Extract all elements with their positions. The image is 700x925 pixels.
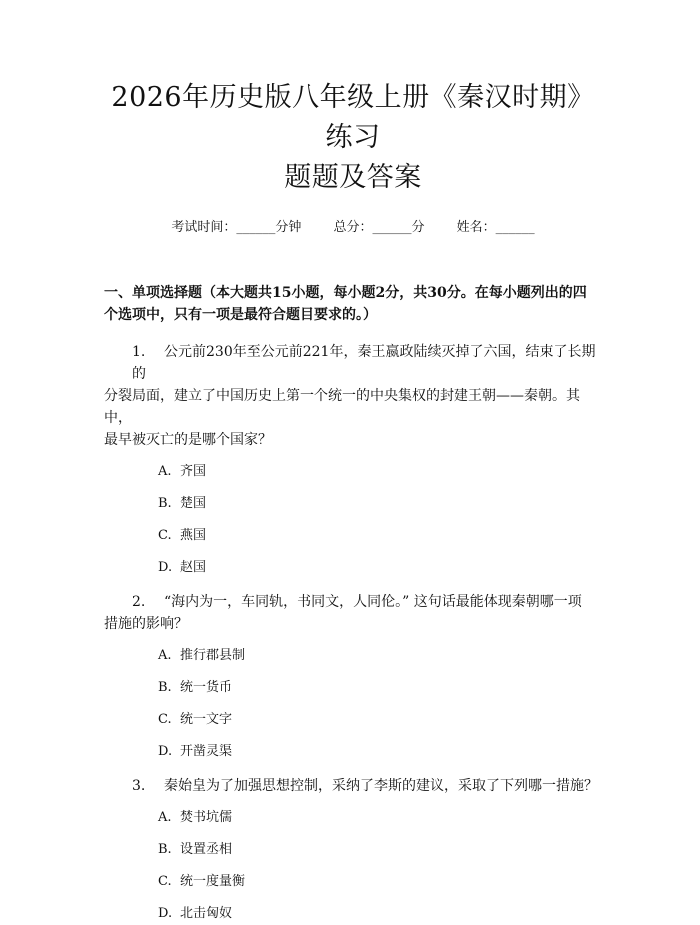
question-1-text-line-3: 最早被灭亡的是哪个国家？ — [104, 432, 272, 448]
question-2-option-c — [104, 709, 602, 731]
question-1-text-line-1: 公元前230年至公元前221年，秦王嬴政陆续灭掉了六国，结束了长期的 — [132, 344, 596, 382]
question-1-option-d — [104, 557, 602, 579]
option-text: 推行郡县制 — [180, 648, 246, 663]
option-letter: C. — [158, 712, 172, 727]
question-2-option-d — [104, 741, 602, 763]
student-name-field: 姓名：______ — [456, 220, 535, 235]
option-letter: D. — [158, 744, 173, 759]
option-letter: D. — [158, 560, 173, 575]
question-2-number: 2. — [132, 594, 146, 610]
option-text: 燕国 — [180, 528, 207, 543]
option-letter: B. — [158, 496, 172, 511]
option-letter: A. — [158, 648, 172, 663]
question-2-stem — [104, 591, 602, 613]
question-2-text-line-1: “海内为一，车同轨，书同文，人同伦。” 这句话最能体现秦朝哪一项 — [164, 594, 582, 610]
option-text: 设置丞相 — [180, 842, 233, 857]
question-3-text-line-1: 秦始皇为了加强思想控制，采纳了李斯的建议，采取了下列哪一措施？ — [164, 778, 598, 794]
option-letter: D. — [158, 906, 173, 921]
exam-time-field: 考试时间：______分钟 — [171, 220, 302, 235]
option-letter: B. — [158, 680, 172, 695]
option-letter: B. — [158, 842, 172, 857]
question-2-text-line-2: 措施的影响？ — [104, 616, 188, 632]
question-3-stem — [104, 775, 602, 797]
option-letter: A. — [158, 810, 172, 825]
option-text: 开凿灵渠 — [180, 744, 233, 759]
question-1-text-line-2: 分裂局面，建立了中国历史上第一个统一的中央集权的封建王朝——秦朝。其中， — [104, 388, 580, 426]
option-text: 齐国 — [180, 464, 207, 479]
question-2 — [104, 591, 602, 763]
option-letter: C. — [158, 528, 172, 543]
question-1-option-a — [104, 461, 602, 483]
question-2-option-b — [104, 677, 602, 699]
question-2-option-a — [104, 645, 602, 667]
question-1-option-c — [104, 525, 602, 547]
option-text: 赵国 — [180, 560, 207, 575]
question-3-option-a — [104, 807, 602, 829]
section-1-heading — [104, 282, 602, 326]
question-3-option-b — [104, 839, 602, 861]
question-1-option-b — [104, 493, 602, 515]
option-text: 焚书坑儒 — [180, 810, 233, 825]
section-1-heading-line-1: 一、单项选择题（本大题共15小题，每小题2分，共30分。在每小题列出的四 — [104, 285, 587, 301]
question-1-options — [104, 461, 602, 579]
question-1-number: 1. — [132, 344, 146, 360]
question-3-option-c — [104, 871, 602, 893]
total-score-field: 总分：______分 — [333, 220, 425, 235]
question-3-options — [104, 807, 602, 925]
option-letter: C. — [158, 874, 172, 889]
question-3 — [104, 775, 602, 925]
exam-info-row — [104, 218, 602, 238]
title-line-1: 2026年历史版八年级上册《秦汉时期》练习 — [111, 82, 595, 153]
option-text: 统一度量衡 — [180, 874, 246, 889]
option-text: 统一货币 — [180, 680, 233, 695]
question-3-option-d — [104, 903, 602, 925]
question-3-number: 3. — [132, 778, 146, 794]
document-title — [104, 0, 602, 198]
section-1-heading-line-2: 个选项中，只有一项是最符合题目要求的。） — [104, 307, 377, 323]
option-letter: A. — [158, 464, 172, 479]
question-1 — [104, 341, 602, 579]
option-text: 北击匈奴 — [180, 906, 233, 921]
question-1-stem — [104, 341, 602, 385]
option-text: 楚国 — [180, 496, 207, 511]
title-line-2: 题题及答案 — [284, 162, 422, 193]
option-text: 统一文字 — [180, 712, 233, 727]
question-2-options — [104, 645, 602, 763]
